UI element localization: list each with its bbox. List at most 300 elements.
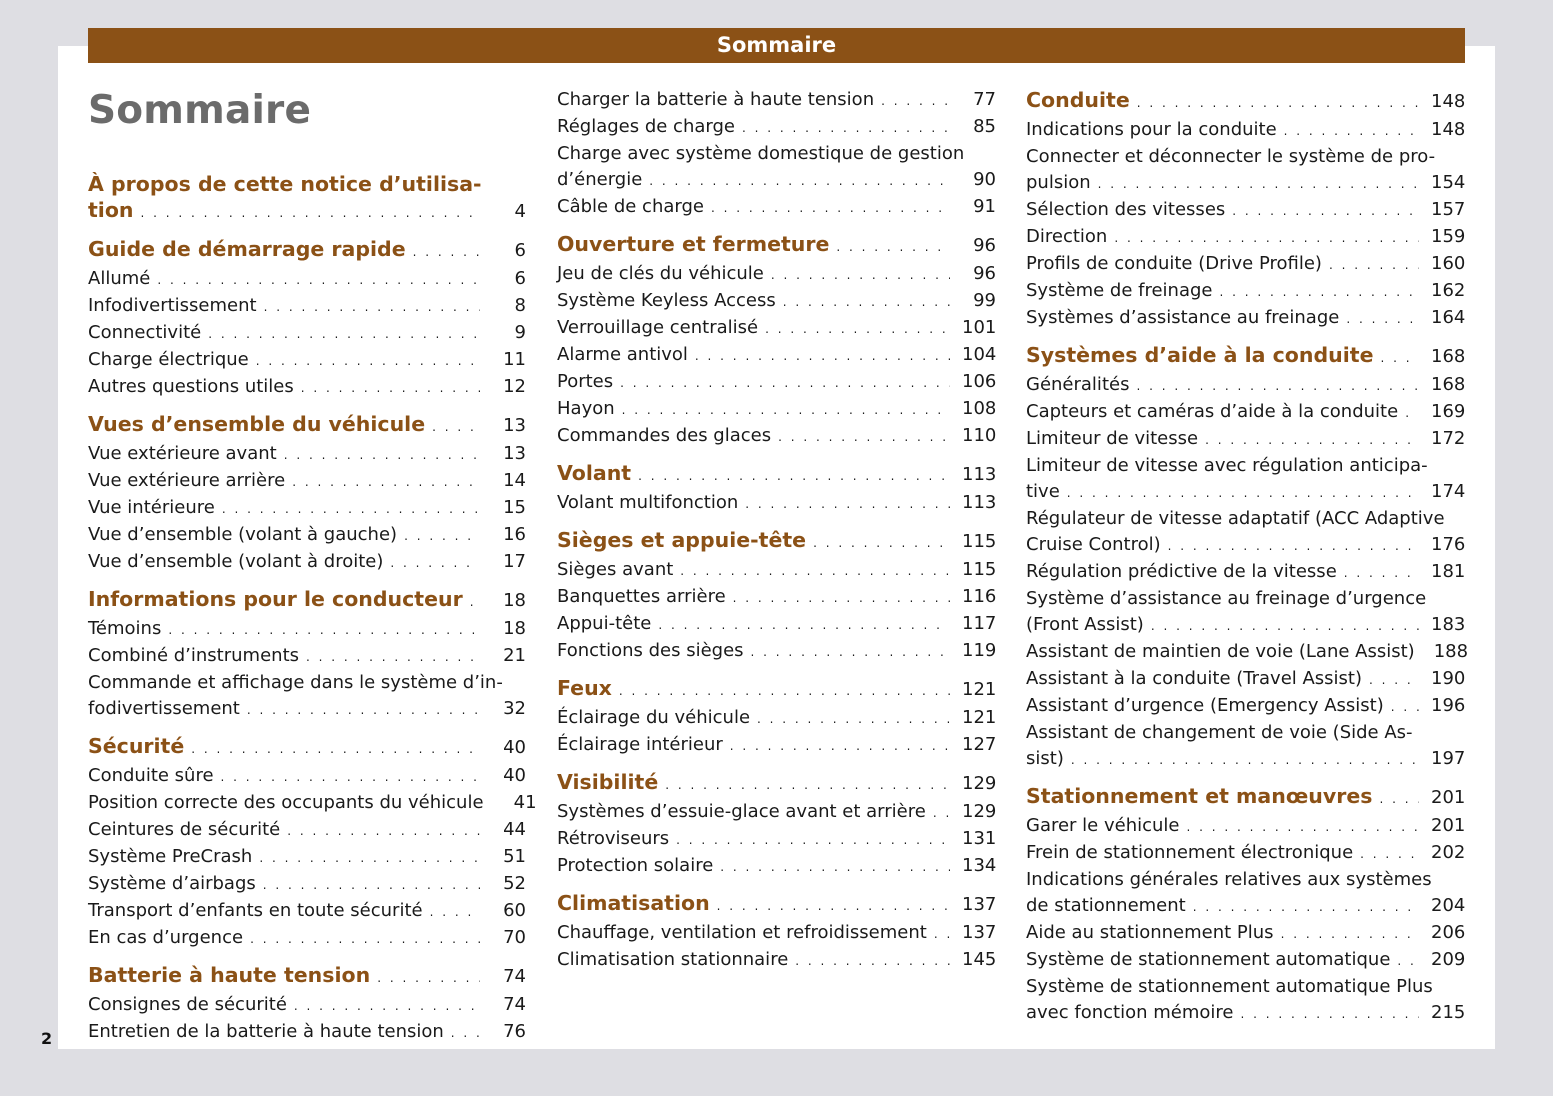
dot-leader: [813, 530, 950, 556]
toc-entry[interactable]: [1026, 666, 1465, 693]
toc-section: [1026, 783, 1465, 1027]
toc-entry[interactable]: [1026, 399, 1465, 426]
dot-leader: [301, 376, 480, 401]
dot-leader: [649, 169, 950, 194]
toc-page-number: 13: [503, 415, 526, 436]
dot-leader: [191, 736, 480, 762]
toc-page-number: 134: [962, 855, 997, 876]
dot-leader: [1067, 481, 1419, 506]
toc-heading-label: Conduite: [1026, 88, 1130, 112]
toc-page-number: 188: [1433, 641, 1469, 662]
toc-entry[interactable]: [557, 315, 996, 342]
toc-section-heading[interactable]: [557, 231, 996, 260]
toc-section: [557, 675, 996, 759]
dot-leader: [377, 965, 480, 991]
toc-entry-label: Éclairage du véhicule: [557, 707, 751, 728]
toc-entry[interactable]: [88, 468, 526, 495]
toc-page-number: 51: [503, 846, 526, 867]
toc-section-heading[interactable]: [1026, 87, 1465, 116]
toc-heading-label: Visibilité: [557, 770, 659, 794]
toc-entry-line: Indications générales relatives aux systèmes: [1026, 869, 1432, 890]
dot-leader: [404, 524, 480, 549]
toc-page-number: 121: [962, 679, 997, 700]
toc-entry-label: Capteurs et caméras d’aide à la conduite: [1026, 401, 1399, 422]
dot-leader: [778, 425, 950, 450]
toc-entry-label: Conduite sûre: [88, 765, 214, 786]
toc-entry[interactable]: [557, 369, 996, 396]
toc-entry[interactable]: [557, 490, 996, 517]
toc-entry[interactable]: [557, 167, 996, 194]
toc-page-number: 137: [962, 922, 997, 943]
dot-leader: [757, 707, 950, 732]
toc-page-number: 169: [1431, 401, 1466, 422]
toc-entry[interactable]: [1026, 278, 1465, 305]
toc-entry[interactable]: [1026, 746, 1465, 773]
toc-page-number: 115: [962, 531, 997, 552]
dot-leader: [676, 828, 950, 853]
toc-entry[interactable]: [557, 920, 996, 947]
toc-page-number: 15: [503, 497, 526, 518]
page-number: 2: [41, 1029, 53, 1048]
toc-entry[interactable]: [88, 898, 526, 925]
toc-entry[interactable]: [557, 396, 996, 423]
toc-page-number: 106: [962, 371, 997, 392]
toc-heading-label: Volant: [557, 461, 632, 485]
toc-section: [1026, 342, 1469, 773]
dot-leader: [933, 801, 950, 826]
toc-page-number: 157: [1431, 199, 1466, 220]
toc-entry[interactable]: [88, 871, 526, 898]
dot-leader: [1187, 815, 1420, 840]
dot-leader: [622, 398, 950, 423]
toc-entry[interactable]: [1026, 479, 1465, 506]
toc-page-number: 6: [514, 268, 526, 289]
toc-page-number: 148: [1431, 119, 1466, 140]
toc-entry[interactable]: [88, 495, 526, 522]
toc-heading-label: Guide de démarrage rapide: [88, 237, 406, 261]
toc-section: [557, 87, 996, 221]
dot-leader: [695, 344, 950, 369]
toc-section-heading[interactable]: [88, 236, 526, 265]
toc-entry[interactable]: [88, 817, 526, 844]
toc-entry[interactable]: [557, 261, 996, 288]
toc-entry-label: Jeu de clés du véhicule: [557, 263, 764, 284]
toc-entry-label: Assistant d’urgence (Emergency Assist): [1026, 695, 1384, 716]
toc-heading-label: Vues d’ensemble du véhicule: [88, 412, 426, 436]
toc-entry[interactable]: [88, 925, 526, 952]
toc-entry-label: Sélection des vitesses: [1026, 199, 1226, 220]
toc-entry-label: Connectivité: [88, 322, 202, 343]
dot-leader: [934, 922, 950, 947]
toc-page-number: 172: [1431, 428, 1466, 449]
dot-leader: [157, 268, 480, 293]
dot-leader: [306, 645, 480, 670]
toc-page-number: 181: [1431, 561, 1466, 582]
toc-entry[interactable]: [557, 342, 996, 369]
toc-page-number: 12: [503, 376, 526, 397]
toc-section: [88, 171, 526, 226]
toc-heading-label: Informations pour le conducteur: [88, 587, 463, 611]
dot-leader: [638, 463, 950, 489]
toc-section-heading[interactable]: [88, 411, 526, 440]
toc-entry-label: Systèmes d’assistance au freinage: [1026, 307, 1340, 328]
toc-page-number: 70: [503, 927, 526, 948]
dot-leader: [783, 290, 950, 315]
toc-page-number: 160: [1431, 253, 1466, 274]
toc-page-number: 40: [503, 765, 526, 786]
toc-section: [557, 231, 996, 450]
toc-entry[interactable]: [557, 288, 996, 315]
toc-page-number: 206: [1431, 922, 1466, 943]
toc-entry[interactable]: [1026, 532, 1465, 559]
toc-page-number: 164: [1431, 307, 1466, 328]
toc-entry-label: Autres questions utiles: [88, 376, 294, 397]
toc-entry-label: Allumé: [88, 268, 151, 289]
toc-entry[interactable]: [1026, 947, 1465, 974]
dot-leader: [1193, 895, 1419, 920]
dot-leader: [256, 349, 480, 374]
dot-leader: [717, 893, 950, 919]
toc-page-number: 176: [1431, 534, 1466, 555]
toc-entry[interactable]: [1026, 117, 1465, 144]
toc-entry[interactable]: [557, 705, 996, 732]
toc-page-number: 121: [962, 707, 997, 728]
toc-entry[interactable]: [1026, 170, 1465, 197]
toc-page-number: 197: [1431, 748, 1466, 769]
dot-leader: [751, 640, 950, 665]
dot-leader: [470, 589, 480, 615]
dot-leader: [881, 89, 950, 114]
dot-leader: [1232, 199, 1419, 224]
toc-entry-label: Charger la batterie à haute tension: [557, 89, 875, 110]
toc-entry[interactable]: [557, 584, 996, 611]
toc-section-heading[interactable]: [557, 769, 996, 798]
toc-entry-label: Témoins: [88, 618, 162, 639]
toc-entry[interactable]: [88, 790, 537, 817]
toc-page-number: 145: [962, 949, 997, 970]
toc-section-heading[interactable]: [1026, 342, 1465, 371]
toc-entry[interactable]: [1026, 920, 1465, 947]
toc-entry-label: Système d’airbags: [88, 873, 256, 894]
toc-page-number: 4: [514, 201, 526, 222]
toc-page-number: 201: [1431, 787, 1466, 808]
toc-entry[interactable]: [88, 696, 526, 723]
toc-entry-label: Climatisation stationnaire: [557, 949, 789, 970]
toc-entry[interactable]: [1026, 840, 1465, 867]
dot-leader: [208, 322, 480, 347]
toc-entry[interactable]: [557, 799, 996, 826]
toc-entry[interactable]: [1026, 1000, 1465, 1027]
dot-leader: [413, 239, 480, 265]
toc-page-number: 159: [1431, 226, 1466, 247]
toc-entry-line: Connecter et déconnecter le système de pro-: [1026, 146, 1436, 167]
toc-page-number: 129: [962, 773, 997, 794]
toc-entry-line: Système de stationnement automatique Plus: [1026, 976, 1433, 997]
toc-entry-label: Système Keyless Access: [557, 290, 776, 311]
toc-entry-line: Commande et affichage dans le système d’in-: [88, 672, 503, 693]
toc-section: [557, 527, 996, 665]
toc-page-number: 16: [503, 524, 526, 545]
toc-entry-label: Combiné d’instruments: [88, 645, 299, 666]
toc-section: [1026, 87, 1465, 332]
toc-page-number: 209: [1431, 949, 1466, 970]
dot-leader: [733, 586, 950, 611]
toc-entry-label: Régulation prédictive de la vitesse: [1026, 561, 1337, 582]
toc-entry[interactable]: [88, 320, 526, 347]
toc-entry-label: (Front Assist): [1026, 614, 1144, 635]
toc-entry-label: Système de freinage: [1026, 280, 1213, 301]
toc-page-number: 108: [962, 398, 997, 419]
toc-section-heading[interactable]: [557, 675, 996, 704]
toc-entry[interactable]: [88, 643, 526, 670]
dot-leader: [1405, 401, 1419, 426]
toc-entry[interactable]: [1026, 893, 1465, 920]
dot-leader: [390, 551, 480, 576]
toc-section-heading[interactable]: [88, 962, 526, 991]
toc-section-heading[interactable]: [88, 197, 526, 226]
toc-page-number: 77: [973, 89, 996, 110]
toc-entry[interactable]: [557, 947, 996, 974]
toc-entry-label: Système de stationnement automatique: [1026, 949, 1391, 970]
toc-entry-label: Fonctions des sièges: [557, 640, 744, 661]
toc-page-number: 129: [962, 801, 997, 822]
toc-heading-label: Sièges et appuie-tête: [557, 528, 807, 552]
toc-entry-label: Vue extérieure avant: [88, 443, 277, 464]
toc-entry[interactable]: [557, 557, 996, 584]
toc-entry[interactable]: [1026, 305, 1465, 332]
dot-leader: [1284, 119, 1419, 144]
section-banner: Sommaire: [88, 28, 1465, 63]
toc-heading-label: Sécurité: [88, 734, 185, 758]
dot-leader: [1329, 253, 1419, 278]
toc-entry-line: Limiteur de vitesse avec régulation anticipa-: [1026, 455, 1428, 476]
dot-leader: [730, 734, 950, 759]
toc-entry-label: Position correcte des occupants du véhicule: [88, 792, 484, 813]
toc-section: [88, 411, 526, 576]
toc-page-number: 32: [503, 698, 526, 719]
toc-page-number: 52: [503, 873, 526, 894]
toc-page-number: 6: [514, 240, 526, 261]
toc-entry[interactable]: [1026, 224, 1465, 251]
toc-page-number: 119: [962, 640, 997, 661]
toc-entry-label: Systèmes d’essuie-glace avant et arrière: [557, 801, 926, 822]
toc-section: [88, 733, 537, 952]
toc-entry[interactable]: [88, 347, 526, 374]
toc-entry[interactable]: [88, 266, 526, 293]
toc-entry[interactable]: [1026, 559, 1465, 586]
dot-leader: [1168, 534, 1419, 559]
toc-entry[interactable]: [1026, 426, 1465, 453]
toc-entry[interactable]: [557, 732, 996, 759]
toc-heading-label: Climatisation: [557, 891, 710, 915]
toc-page-number: 17: [503, 551, 526, 572]
toc-page-number: 74: [503, 966, 526, 987]
toc-entry-line: Système d’assistance au freinage d’urgence: [1026, 588, 1427, 609]
toc-page-number: 96: [973, 263, 996, 284]
dot-leader: [1369, 668, 1419, 693]
toc-entry[interactable]: [557, 87, 996, 114]
toc-page-number: 127: [962, 734, 997, 755]
toc-entry-label: Direction: [1026, 226, 1108, 247]
dot-leader: [771, 263, 950, 288]
toc-entry-label: Vue intérieure: [88, 497, 215, 518]
dot-leader: [742, 116, 950, 141]
toc-entry-label: Entretien de la batterie à haute tension: [88, 1021, 444, 1042]
toc-entry-label: Ceintures de sécurité: [88, 819, 281, 840]
toc-page-number: 190: [1431, 668, 1466, 689]
toc-entry-label: Rétroviseurs: [557, 828, 670, 849]
toc-entry[interactable]: [557, 194, 996, 221]
toc-column-3: [1026, 87, 1469, 1037]
toc-entry-label: Hayon: [557, 398, 615, 419]
dot-leader: [432, 414, 480, 440]
toc-entry-label: Assistant à la conduite (Travel Assist): [1026, 668, 1363, 689]
dot-leader: [1281, 922, 1419, 947]
toc-entry-label: Verrouillage centralisé: [557, 317, 759, 338]
toc-heading-label: Stationnement et manœuvres: [1026, 784, 1373, 808]
toc-entry[interactable]: [88, 1019, 526, 1046]
dot-leader: [836, 234, 950, 260]
toc-page-number: 202: [1431, 842, 1466, 863]
toc-page-number: 90: [973, 169, 996, 190]
toc-entry[interactable]: [557, 638, 996, 665]
dot-leader: [1360, 842, 1419, 867]
toc-column-1: [88, 171, 537, 1056]
toc-page-number: 174: [1431, 481, 1466, 502]
dot-leader: [1114, 226, 1419, 251]
toc-entry-label: fodivertissement: [88, 698, 240, 719]
toc-page-number: 18: [503, 618, 526, 639]
toc-section: [88, 236, 526, 401]
dot-leader: [1380, 345, 1419, 371]
toc-entry-label: Protection solaire: [557, 855, 714, 876]
toc-entry-label: Généralités: [1026, 374, 1130, 395]
toc-entry[interactable]: [88, 522, 526, 549]
toc-page-number: 96: [973, 235, 996, 256]
dot-leader: [619, 678, 950, 704]
toc-page-number: 204: [1431, 895, 1466, 916]
dot-leader: [168, 618, 480, 643]
toc-page-number: 116: [962, 586, 997, 607]
dot-leader: [264, 295, 480, 320]
page-title: Sommaire: [88, 88, 312, 133]
toc-entry-line: Régulateur de vitesse adaptatif (ACC Adaptive: [1026, 508, 1445, 529]
dot-leader: [1071, 748, 1419, 773]
toc-page-number: 91: [973, 196, 996, 217]
toc-page-number: 113: [962, 492, 997, 513]
toc-entry-label: de stationnement: [1026, 895, 1186, 916]
toc-entry-label: Sièges avant: [557, 559, 674, 580]
toc-entry[interactable]: [557, 423, 996, 450]
dot-leader: [284, 443, 480, 468]
dot-leader: [259, 846, 480, 871]
toc-section: [557, 769, 996, 880]
toc-section-heading[interactable]: [88, 586, 526, 615]
toc-section-heading[interactable]: [557, 460, 996, 489]
toc-entry[interactable]: [88, 293, 526, 320]
toc-page-number: 99: [973, 290, 996, 311]
toc-page-number: 113: [962, 464, 997, 485]
toc-entry[interactable]: [1026, 612, 1465, 639]
dot-leader: [1344, 561, 1419, 586]
toc-heading-label: Ouverture et fermeture: [557, 232, 830, 256]
dot-leader: [430, 900, 480, 925]
toc-entry-label: avec fonction mémoire: [1026, 1002, 1234, 1023]
toc-page-number: 76: [503, 1021, 526, 1042]
toc-entry[interactable]: [88, 844, 526, 871]
toc-heading-label: Feux: [557, 676, 612, 700]
toc-page-number: 8: [514, 295, 526, 316]
dot-leader: [1379, 786, 1419, 812]
toc-entry-label: Banquettes arrière: [557, 586, 726, 607]
dot-leader: [795, 949, 950, 974]
toc-entry[interactable]: [88, 374, 526, 401]
dot-leader: [292, 470, 480, 495]
toc-entry[interactable]: [88, 992, 526, 1019]
toc-section-heading[interactable]: [557, 527, 996, 556]
toc-entry[interactable]: [557, 826, 996, 853]
toc-entry-label: Portes: [557, 371, 614, 392]
toc-entry-label: sist): [1026, 748, 1064, 769]
toc-entry[interactable]: [88, 763, 526, 790]
toc-entry-label: Cruise Control): [1026, 534, 1161, 555]
toc-entry[interactable]: [1026, 197, 1465, 224]
toc-page-number: 168: [1431, 346, 1466, 367]
toc-entry-label: En cas d’urgence: [88, 927, 244, 948]
toc-entry[interactable]: [1026, 813, 1465, 840]
toc-entry[interactable]: [1026, 251, 1465, 278]
dot-leader: [765, 317, 950, 342]
toc-page-number: 85: [973, 116, 996, 137]
dot-leader: [680, 559, 950, 584]
toc-heading-label: tion: [88, 198, 134, 222]
toc-page-number: 18: [503, 590, 526, 611]
toc-page-number: 117: [962, 613, 997, 634]
toc-entry[interactable]: [88, 549, 526, 576]
dot-leader: [1137, 90, 1419, 116]
toc-entry[interactable]: [88, 441, 526, 468]
toc-entry[interactable]: [557, 611, 996, 638]
toc-page-number: 110: [962, 425, 997, 446]
toc-entry-label: Système PreCrash: [88, 846, 253, 867]
toc-entry-label: Frein de stationnement électronique: [1026, 842, 1354, 863]
dot-leader: [745, 492, 950, 517]
toc-entry[interactable]: [1026, 639, 1469, 666]
toc-page-number: 21: [503, 645, 526, 666]
toc-heading-label: Systèmes d’aide à la conduite: [1026, 343, 1374, 367]
toc-entry[interactable]: [557, 114, 996, 141]
toc-entry-label: Commandes des glaces: [557, 425, 772, 446]
toc-entry[interactable]: [88, 616, 526, 643]
toc-section-heading[interactable]: [88, 733, 526, 762]
dot-leader: [247, 698, 480, 723]
toc-heading-line: À propos de cette notice d’utilisa-: [88, 172, 482, 196]
dot-leader: [222, 497, 480, 522]
toc-column-2: [557, 87, 996, 984]
toc-entry-label: Réglages de charge: [557, 116, 735, 137]
toc-section-heading[interactable]: [1026, 783, 1465, 812]
toc-entry[interactable]: [1026, 693, 1465, 720]
toc-page-number: 115: [962, 559, 997, 580]
toc-page-number: 183: [1431, 614, 1466, 635]
toc-section-heading[interactable]: [557, 890, 996, 919]
toc-entry[interactable]: [557, 853, 996, 880]
dot-leader: [294, 994, 480, 1019]
toc-entry[interactable]: [1026, 372, 1465, 399]
dot-leader: [1240, 1002, 1419, 1027]
dot-leader: [141, 200, 480, 226]
toc-page-number: 196: [1431, 695, 1466, 716]
